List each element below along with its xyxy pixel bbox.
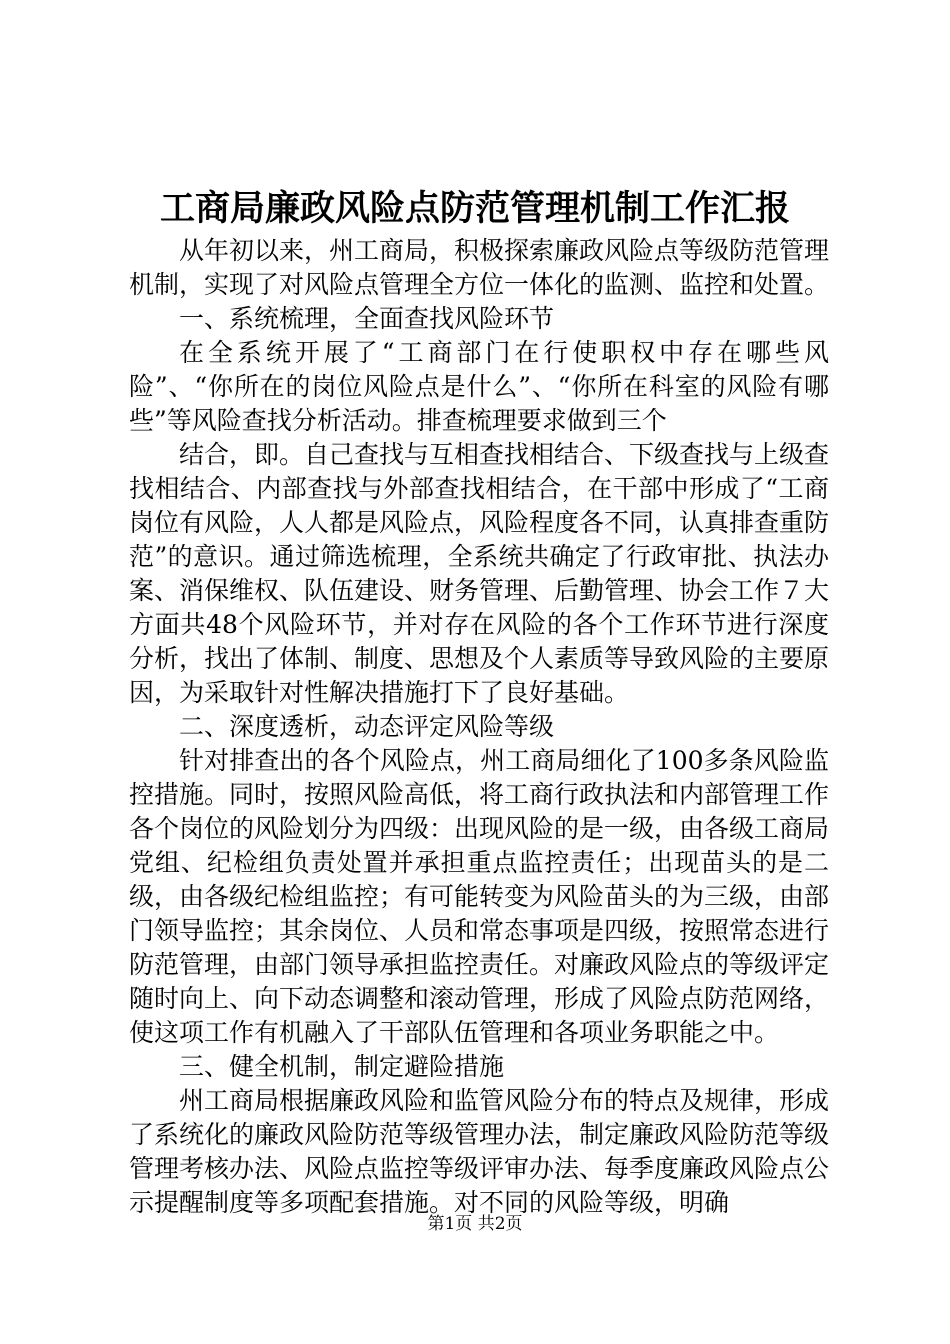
page-number-footer: 第1页 共2页: [427, 1214, 523, 1234]
document-title: 工商局廉政风险点防范管理机制工作汇报: [159, 188, 790, 229]
section-heading-1: 一、系统梳理，全面查找风险环节: [179, 304, 555, 333]
document-body: [129, 234, 829, 1220]
paragraph-2: 针对排查出的各个风险点，州工商局细化了100多条风险监控措施。同时，按照风险高低，将工商行政执法和内部管理工作各个岗位的风险划分为四级：出现风险的是一级，由各级工商局党组、纪检组负责处置并承担重点监控责任；出现苗头的是二级，由各级纪检组监控；有可能转变为风险苗头的为三级，由部门领导监控；其余岗位、人员和常态事项是四级，按照常态进行防范管理，由部门领导承担监控责任。对廉政风险点的等级评定随时向上、向下动态调整和滚动管理，形成了风险点防范网络，使这项工作有机融入了干部队伍管理和各项业务职能之中。: [129, 746, 830, 1047]
paragraph-3: 州工商局根据廉政风险和监管风险分布的特点及规律，形成了系统化的廉政风险防范等级管理办法，制定廉政风险防范等级管理考核办法、风险点监控等级评审办法、每季度廉政风险点公示提醒制度等多项配套措施。对不同的风险等级，明确: [129, 1086, 830, 1217]
section-heading-3: 三、健全机制，制定避险措施: [179, 1052, 505, 1081]
paragraph-1a: 在全系统开展了“工商部门在行使职权中存在哪些风险”、“你所在的岗位风险点是什么”、“你所在科室的风险有哪些”等风险查找分析活动。排查梳理要求做到三个: [129, 338, 829, 435]
section-heading-2: 二、深度透析，动态评定风险等级: [179, 712, 555, 741]
paragraph-1b: 结合，即。自己查找与互相查找相结合、下级查找与上级查找相结合、内部查找与外部查找相结合，在干部中形成了“工商岗位有风险，人人都是风险点，风险程度各不同，认真排查重防范”的意识。通过筛选梳理，全系统共确定了行政审批、执法办案、消保维权、队伍建设、财务管理、后勤管理、协会工作７大方面共48个风险环节，并对存在风险的各个工作环节进行深度分析，找出了体制、制度、思想及个人素质等导致风险的主要原因，为采取针对性解决措施打下了良好基础。: [129, 440, 830, 707]
paragraph-intro: 从年初以来，州工商局，积极探索廉政风险点等级防范管理机制，实现了对风险点管理全方位一体化的监测、监控和处置。: [129, 236, 830, 299]
